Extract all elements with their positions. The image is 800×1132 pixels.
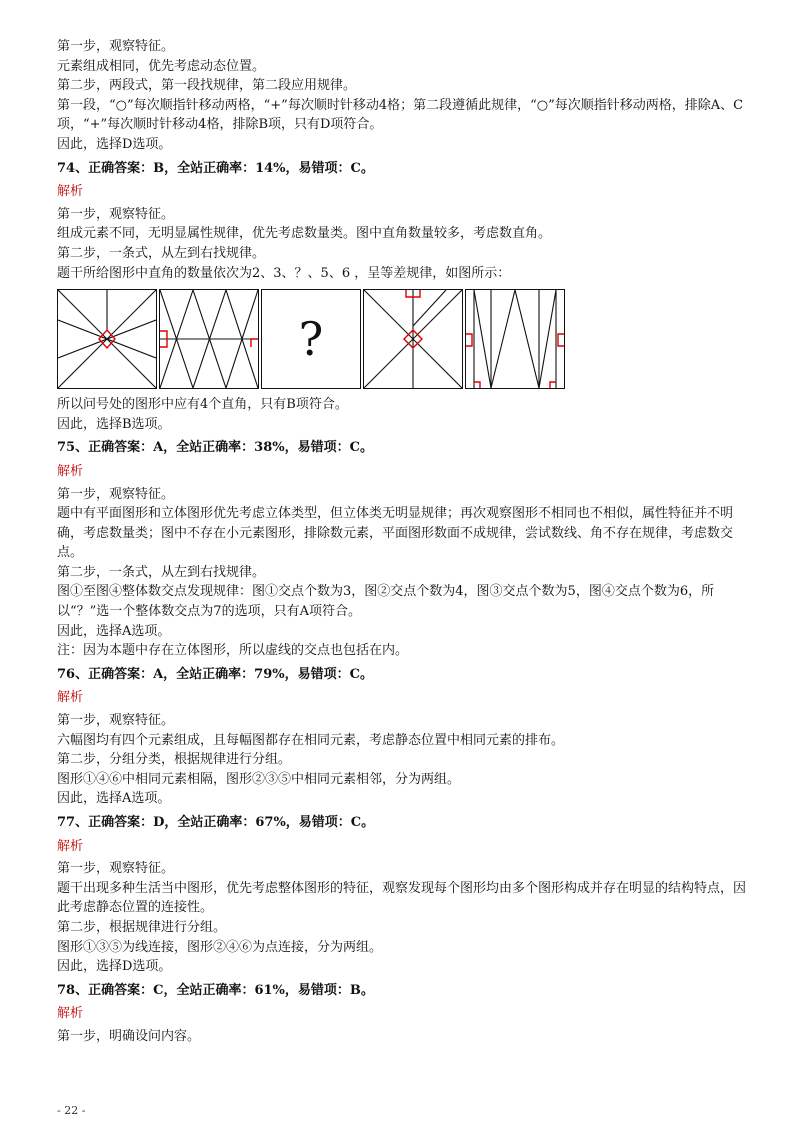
text-line: 第一步，观察特征。 xyxy=(57,39,175,54)
text-line: 第二步，一条式，从左到右找规律。 xyxy=(57,245,266,261)
page-number: - 22 - xyxy=(57,1104,86,1117)
text-line: 第一步，观察特征。 xyxy=(57,206,175,222)
analysis-tag: 解析 xyxy=(57,184,84,200)
figure-2 xyxy=(159,289,259,389)
text-line: 所以问号处的图形中应有4个直角，只有B项符合。 xyxy=(57,397,348,413)
text-line: 题中有平面图形和立体图形优先考虑立体类型，但立体类无明显规律；再次观察图形不相同也不相似，属性特征并不明确，考虑数量类；图中不存在小元素图形，排除数元素，平面图形数面不成规律，尝试数线、角不存在规律，考虑数交点。 xyxy=(57,506,734,561)
answer-line: 78、正确答案：C，全站正确率：61%，易错项：B。 xyxy=(57,982,374,998)
text-line: 第二步，根据规律进行分组。 xyxy=(57,919,227,935)
text-line: 图形①③⑤为线连接，图形②④⑥为点连接，分为两组。 xyxy=(57,939,383,955)
figure-2-drawing xyxy=(160,290,258,388)
figure-3-unknown xyxy=(261,289,361,389)
figure-4 xyxy=(363,289,463,389)
text-line: 第一步，观察特征。 xyxy=(57,713,175,729)
q76-section xyxy=(57,665,757,809)
text-line: 第一步，明确设问内容。 xyxy=(57,1028,201,1044)
answer-line: 77、正确答案：D，全站正确率：67%，易错项：C。 xyxy=(57,815,375,830)
answer-line: 75、正确答案：A，全站正确率：38%，易错项：C。 xyxy=(57,440,373,456)
q73-explanation xyxy=(57,37,757,155)
text-line: 因此，选择A选项。 xyxy=(57,791,171,807)
text-line: 因此，选择A选项。 xyxy=(57,623,171,639)
figure-4-drawing xyxy=(364,290,462,388)
text-line: 因此，选择B选项。 xyxy=(57,416,171,432)
text-line: 组成元素不同，无明显属性规律，优先考虑数量类。图中直角数量较多，考虑数直角。 xyxy=(57,226,552,242)
text-line: 第二步，两段式，第一段找规律，第二段应用规律。 xyxy=(57,78,357,94)
right-angle-figure-row xyxy=(57,289,757,389)
q77-section xyxy=(57,813,757,977)
text-line: 第一段，“○”每次顺指针移动两格，“+”每次顺时针移动4格；第二段遵循此规律，“○”每次顺指针移动两格，排除A、C项，“+”每次顺时针移动4格，排除B项，只有D项符合。 xyxy=(57,97,744,133)
analysis-tag: 解析 xyxy=(57,1006,84,1022)
question-mark: ? xyxy=(298,312,324,367)
text-line: 因此，选择D选项。 xyxy=(57,136,172,152)
text-line: 第一步，观察特征。 xyxy=(57,861,175,877)
analysis-tag: 解析 xyxy=(57,690,84,706)
figure-1 xyxy=(57,289,157,389)
figure-5-drawing xyxy=(466,290,564,388)
q75-section xyxy=(57,438,757,661)
text-line: 第二步，分组分类，根据规律进行分组。 xyxy=(57,752,292,768)
analysis-tag: 解析 xyxy=(57,838,84,854)
text-line: 六幅图均有四个元素组成，且每幅图都存在相同元素，考虑静态位置中相同元素的排布。 xyxy=(57,732,565,748)
text-line: 第二步，一条式，从左到右找规律。 xyxy=(57,564,266,580)
q78-section xyxy=(57,981,757,1047)
answer-line: 74、正确答案：B，全站正确率：14%，易错项：C。 xyxy=(57,160,374,176)
text-line: 因此，选择D选项。 xyxy=(57,959,172,975)
q74-section xyxy=(57,159,757,435)
figure-5 xyxy=(465,289,565,389)
answer-line: 76、正确答案：A，全站正确率：79%，易错项：C。 xyxy=(57,666,373,682)
figure-1-drawing xyxy=(58,290,156,388)
text-line: 图形①④⑥中相同元素相隔，图形②③⑤中相同元素相邻，分为两组。 xyxy=(57,771,461,787)
analysis-tag: 解析 xyxy=(57,463,84,479)
text-line: 图①至图④整体数交点发现规律：图①交点个数为3，图②交点个数为4，图③交点个数为5，图④交点个数为6，所以“？”选一个整体数交点为7的选项，只有A项符合。 xyxy=(57,584,715,620)
text-line: 注：因为本题中存在立体图形，所以虚线的交点也包括在内。 xyxy=(57,643,409,659)
text-line: 第一步，观察特征。 xyxy=(57,486,175,502)
text-line: 元素组成相同，优先考虑动态位置。 xyxy=(57,58,266,74)
text-line: 题干所给图形中直角的数量依次为2、3、？、5、6 ，呈等差规律，如图所示： xyxy=(57,265,511,281)
text-line: 题干出现多种生活当中图形，优先考虑整体图形的特征，观察发现每个图形均由多个图形构成并存在明显的结构特点，因此考虑静态位置的连接性。 xyxy=(57,880,747,916)
document-body xyxy=(57,37,757,1047)
